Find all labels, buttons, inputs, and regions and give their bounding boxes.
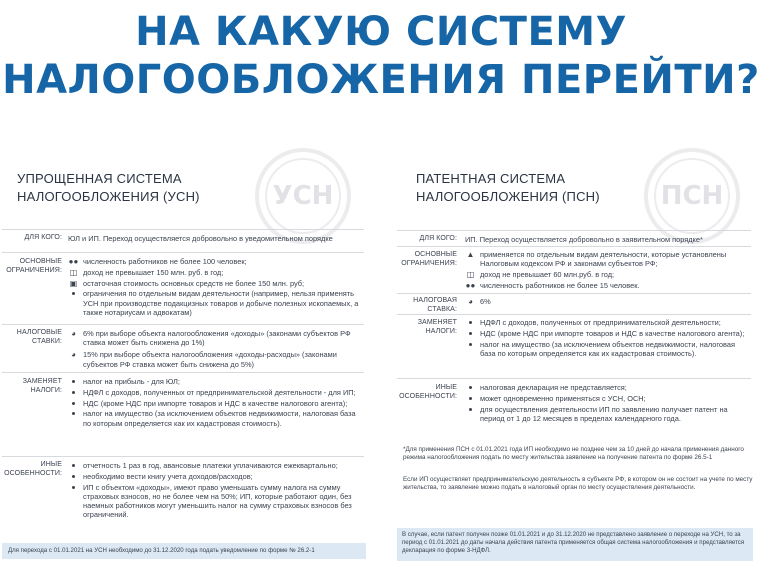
list-item: налог на имущество (за исключением объектов недвижимости, налоговая база по которым определяется как их кадастровая стоимость). xyxy=(465,340,751,358)
usn-replaces-label: ЗАМЕНЯЕТ НАЛОГИ: xyxy=(22,378,62,394)
bullet-icon xyxy=(469,386,472,389)
usn-title-line-1: УПРОЩЕННАЯ СИСТЕМА xyxy=(17,171,182,186)
bullet-icon xyxy=(72,412,75,415)
list-item: ограничения по отдельным видам деятельности (например, нельзя применять УСН при производстве подакцизных товаров и добыче полезных ископаемых, а также нотариусам и адвокатам) xyxy=(68,289,360,317)
psn-replaces-list xyxy=(465,318,751,360)
usn-who-label: ДЛЯ КОГО: xyxy=(24,234,62,241)
list-item: может одновременно применяться с УСН, ОСН; xyxy=(465,394,751,403)
bullet-icon xyxy=(469,321,472,324)
list-item: налог на прибыль - для ЮЛ; xyxy=(68,377,360,386)
divider xyxy=(2,372,364,373)
list-item: НДФЛ с доходов, полученных от предпринимательской деятельности; xyxy=(465,318,751,327)
list-item: ◕ 6% при выборе объекта налогообложения «доходы» (законами субъектов РФ ставка может быть снижена до 1%) xyxy=(68,329,360,347)
title-line-2: НАЛОГООБЛОЖЕНИЯ ПЕРЕЙТИ? xyxy=(2,57,760,103)
bullet-icon xyxy=(72,475,75,478)
list-item: НДС (кроме НДС при импорте товаров и НДС в качестве налогового агента); xyxy=(68,399,360,408)
list-item: ◕ 6% xyxy=(465,297,751,306)
divider xyxy=(2,456,364,457)
bullet-icon xyxy=(469,408,472,411)
list-item: ▣ остаточная стоимость основных средств не более 150 млн. руб; xyxy=(69,278,305,288)
psn-rate-label: НАЛОГОВАЯ СТАВКА: xyxy=(413,297,457,313)
usn-replaces-list xyxy=(68,377,360,429)
list-item: налог на имущество (за исключением объектов недвижимости, налоговая база по которым определяется как их кадастровая стоимость). xyxy=(68,409,360,427)
people-icon: ●● xyxy=(465,280,476,290)
usn-limits-list xyxy=(68,257,360,319)
psn-limits-list xyxy=(465,250,751,292)
psn-note-2: Если ИП осуществляет предпринимательскую деятельность в субъекте РФ, в котором он не состоит на учете по месту жительства, то заявление можно подать в налоговый орган по месту осуществления деятельности. xyxy=(403,476,753,492)
usn-limits-label: ОСНОВНЫЕ ОГРАНИЧЕНИЯ: xyxy=(6,258,62,274)
bullet-icon xyxy=(72,402,75,405)
divider xyxy=(2,324,364,325)
divider xyxy=(2,229,364,230)
psn-title-line-1: ПАТЕНТНАЯ СИСТЕМА xyxy=(416,171,566,186)
psn-other-label: ИНЫЕ ОСОБЕННОСТИ: xyxy=(399,384,457,400)
bullet-icon xyxy=(72,292,75,295)
usn-footer: Для перехода с 01.01.2021 на УСН необходимо до 31.12.2020 года подать уведомление по форме № 26.2-1 xyxy=(2,543,366,559)
psn-title xyxy=(416,170,600,206)
usn-other-list xyxy=(68,461,360,521)
psn-card xyxy=(389,150,762,567)
psn-other-list xyxy=(465,383,751,425)
bullet-icon xyxy=(72,391,75,394)
list-item: ◕ 15% при выборе объекта налогообложения «доходы-расходы» (законами субъектов РФ ставка может быть снижена до 5%) xyxy=(68,350,360,368)
bullet-icon xyxy=(72,380,75,383)
pie-icon: ◕ xyxy=(71,329,76,338)
usn-card xyxy=(0,150,378,567)
bullet-icon xyxy=(469,397,472,400)
list-item: ИП с объектом «доходы», имеют право уменьшать сумму налога на сумму страховых взносов, но не более чем на 50%; ИП, которые работают один, без наемных работников могут уменьшить налог на сумму страховых взносов без ограничений. xyxy=(68,483,360,520)
list-item: ◫ доход не превышает 150 млн. руб. в год; xyxy=(69,267,224,277)
usn-other-label: ИНЫЕ ОСОБЕННОСТИ: xyxy=(4,461,62,477)
usn-title-line-2: НАЛОГООБЛОЖЕНИЯ (УСН) xyxy=(17,189,200,204)
psn-limits-label: ОСНОВНЫЕ ОГРАНИЧЕНИЯ: xyxy=(401,251,457,267)
divider xyxy=(397,230,751,231)
usn-rates-list xyxy=(68,329,360,370)
list-item: ▲ применяется по отдельным видам деятельности, которые установлены Налоговым кодексом РФ и законами субъектов РФ; xyxy=(466,250,727,269)
psn-title-line-2: НАЛОГООБЛОЖЕНИЯ (ПСН) xyxy=(416,189,600,204)
bullet-icon xyxy=(72,464,75,467)
list-item: НДС (кроме НДС при импорте товаров и НДС в качестве налогового агента); xyxy=(465,329,751,338)
usn-rates-label: НАЛОГОВЫЕ СТАВКИ: xyxy=(16,329,62,345)
usn-who-text: ЮЛ и ИП. Переход осуществляется добровольно в уведомительном порядке xyxy=(68,234,333,243)
bullet-icon xyxy=(469,343,472,346)
usn-seal-text: УСН xyxy=(265,158,341,234)
psn-rate xyxy=(465,297,751,308)
list-item: ●● численность работников не более 15 человек. xyxy=(465,280,640,290)
list-item: необходимо вести книгу учета доходов/расходов; xyxy=(68,472,360,481)
list-item: налоговая декларация не представляется; xyxy=(465,383,751,392)
bullet-icon xyxy=(72,486,75,489)
list-item: отчетность 1 раз в год, авансовые платежи уплачиваются ежеквартально; xyxy=(68,461,360,470)
psn-who-label: ДЛЯ КОГО: xyxy=(419,235,457,242)
people-icon: ●● xyxy=(68,257,79,266)
money-icon: ◫ xyxy=(466,270,475,279)
page-title xyxy=(0,8,762,104)
divider xyxy=(397,246,751,247)
pie-icon: ◕ xyxy=(71,350,76,360)
divider xyxy=(2,252,364,253)
psn-footer: В случае, если патент получен позже 01.01.2021 и до 31.12.2020 не представлено заявление о переходе на УСН, то за период с 01.01.2021 до даты начала действия патента применяется общая система налогообложения и представляется декларация по форме 3-НДФЛ. xyxy=(397,528,753,561)
list-item: для осуществления деятельности ИП по заявлению получает патент на период от 1 до 12 месяцев в пределах календарного года. xyxy=(465,405,751,423)
list-item: ◫ доход не превышает 60 млн.руб. в год; xyxy=(466,270,615,279)
warning-icon: ▲ xyxy=(466,250,475,259)
list-item: ●● численность работников не более 100 человек; xyxy=(68,257,247,266)
divider xyxy=(397,314,751,315)
money-icon: ◫ xyxy=(69,267,78,277)
psn-who-text: ИП. Переход осуществляется добровольно в заявительном порядке* xyxy=(465,235,703,244)
divider xyxy=(397,378,751,379)
psn-replaces-label: ЗАМЕНЯЕТ НАЛОГИ: xyxy=(417,319,457,335)
psn-seal-text: ПСН xyxy=(654,158,730,234)
usn-title xyxy=(17,170,200,206)
bullet-icon xyxy=(469,332,472,335)
list-item: НДФЛ с доходов, полученных от предпринимательской деятельности - для ИП; xyxy=(68,388,360,397)
divider xyxy=(397,293,751,294)
property-icon: ▣ xyxy=(69,278,78,288)
pie-icon: ◕ xyxy=(468,297,473,306)
title-line-1: НА КАКУЮ СИСТЕМУ xyxy=(135,9,627,55)
psn-note-1: *Для применения ПСН с 01.01.2021 года ИП необходимо не позднее чем за 10 дней до начала применения данного режима налогообложения подать по месту жительства заявление на получение патента по форме 26.5-1 xyxy=(403,446,744,462)
